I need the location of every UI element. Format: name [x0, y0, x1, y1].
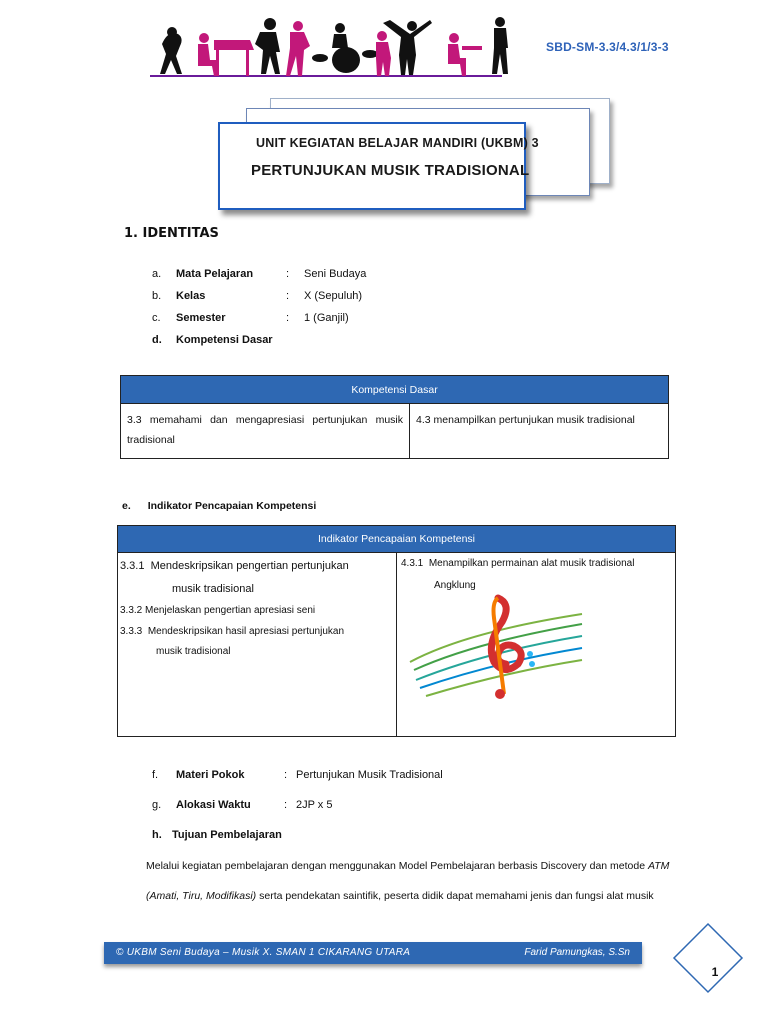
kd-table-header: Kompetensi Dasar	[121, 376, 669, 404]
ipk-text: Mendeskripsikan hasil apresiasi pertunjukan	[147, 626, 345, 637]
musician-silhouettes-icon	[150, 14, 520, 80]
row-label: Materi Pokok	[176, 769, 245, 781]
ipk-heading-text: Indikator Pencapaian Kompetensi	[147, 500, 317, 512]
ipk-text: Mendeskripsikan pengertian pertunjukan	[150, 560, 349, 572]
ipk-number: 4.3.1	[401, 558, 424, 569]
ipk-number: 3.3.1	[120, 560, 145, 572]
ipk-item-4-3-1-cont: Angklung	[434, 580, 476, 591]
row-letter: f.	[152, 769, 159, 781]
row-label: Tujuan Pembelajaran	[172, 829, 282, 841]
row-label: Mata Pelajaran	[176, 268, 254, 280]
ipk-item-3-3-2	[120, 601, 315, 621]
ukbm-subtitle: PERTUNJUKAN MUSIK TRADISIONAL	[251, 162, 530, 179]
paragraph-italic: (Amati, Tiru, Modifikasi)	[146, 890, 257, 902]
ipk-item-3-3-1	[120, 556, 349, 576]
row-letter: h.	[152, 829, 162, 841]
kd-cell-3-3: 3.3 memahami dan mengapresiasi pertunjukan musik tradisional	[121, 404, 410, 459]
title-card-stack	[218, 98, 610, 218]
row-letter: a.	[152, 268, 162, 280]
document-code: SBD-SM-3.3/4.3/1/3-3	[546, 40, 669, 54]
ipk-text: Menampilkan permainan alat musik tradisional	[428, 558, 635, 569]
row-label: Kompetensi Dasar	[176, 334, 273, 346]
row-value: Seni Budaya	[304, 268, 367, 280]
treble-clef-staff-icon	[406, 592, 584, 702]
ipk-item-3-3-1-cont: musik tradisional	[172, 583, 254, 595]
row-value: X (Sepuluh)	[304, 290, 363, 302]
row-letter: g.	[152, 799, 162, 811]
row-label: Semester	[176, 312, 226, 324]
page-number: 1	[711, 965, 719, 979]
row-colon: :	[284, 769, 288, 781]
row-label: Kelas	[176, 290, 206, 302]
ipk-item-3-3-3	[120, 622, 344, 642]
paragraph-text: Melalui kegiatan pembelajaran dengan menggunakan Model Pembelajaran berbasis Discovery dan metode	[146, 860, 648, 872]
footer-credit: © UKBM Seni Budaya – Musik X. SMAN 1 CIKARANG UTARA	[116, 947, 411, 958]
ipk-number: 3.3.2	[120, 605, 143, 616]
ipk-number: 3.3.3	[120, 626, 143, 637]
ipk-letter: e.	[122, 500, 131, 512]
row-letter: c.	[152, 312, 161, 324]
row-letter: b.	[152, 290, 162, 302]
ipk-heading	[122, 500, 316, 512]
paragraph-text: serta pendekatan saintifik, peserta didik dapat memahami jenis dan fungsi alat musik	[256, 890, 654, 902]
footer-bar	[104, 942, 642, 964]
row-value: 1 (Ganjil)	[304, 312, 349, 324]
row-value: Pertunjukan Musik Tradisional	[296, 769, 443, 781]
tujuan-paragraph-line1	[146, 860, 686, 872]
ukbm-title: UNIT KEGIATAN BELAJAR MANDIRI (UKBM) 3	[256, 136, 539, 150]
footer-author: Farid Pamungkas, S.Sn	[524, 947, 630, 958]
tujuan-paragraph-line2	[146, 890, 686, 902]
row-label: Alokasi Waktu	[176, 799, 251, 811]
row-value: 2JP x 5	[296, 799, 333, 811]
paragraph-italic: ATM	[647, 860, 670, 872]
ipk-text: Menjelaskan pengertian apresiasi seni	[145, 605, 316, 616]
kompetensi-dasar-table	[120, 375, 669, 459]
ipk-item-4-3-1	[401, 554, 634, 574]
ipk-item-3-3-3-cont: musik tradisional	[156, 646, 231, 657]
row-colon: :	[284, 799, 288, 811]
ipk-table-header: Indikator Pencapaian Kompetensi	[118, 526, 676, 553]
row-colon: :	[286, 268, 290, 280]
kd-cell-4-3: 4.3 menampilkan pertunjukan musik tradisional	[410, 404, 669, 459]
section-heading-identitas: 1. IDENTITAS	[124, 226, 219, 241]
row-letter: d.	[152, 334, 162, 346]
row-colon: :	[286, 312, 290, 324]
row-colon: :	[286, 290, 290, 302]
page-number-badge-icon	[672, 922, 744, 994]
